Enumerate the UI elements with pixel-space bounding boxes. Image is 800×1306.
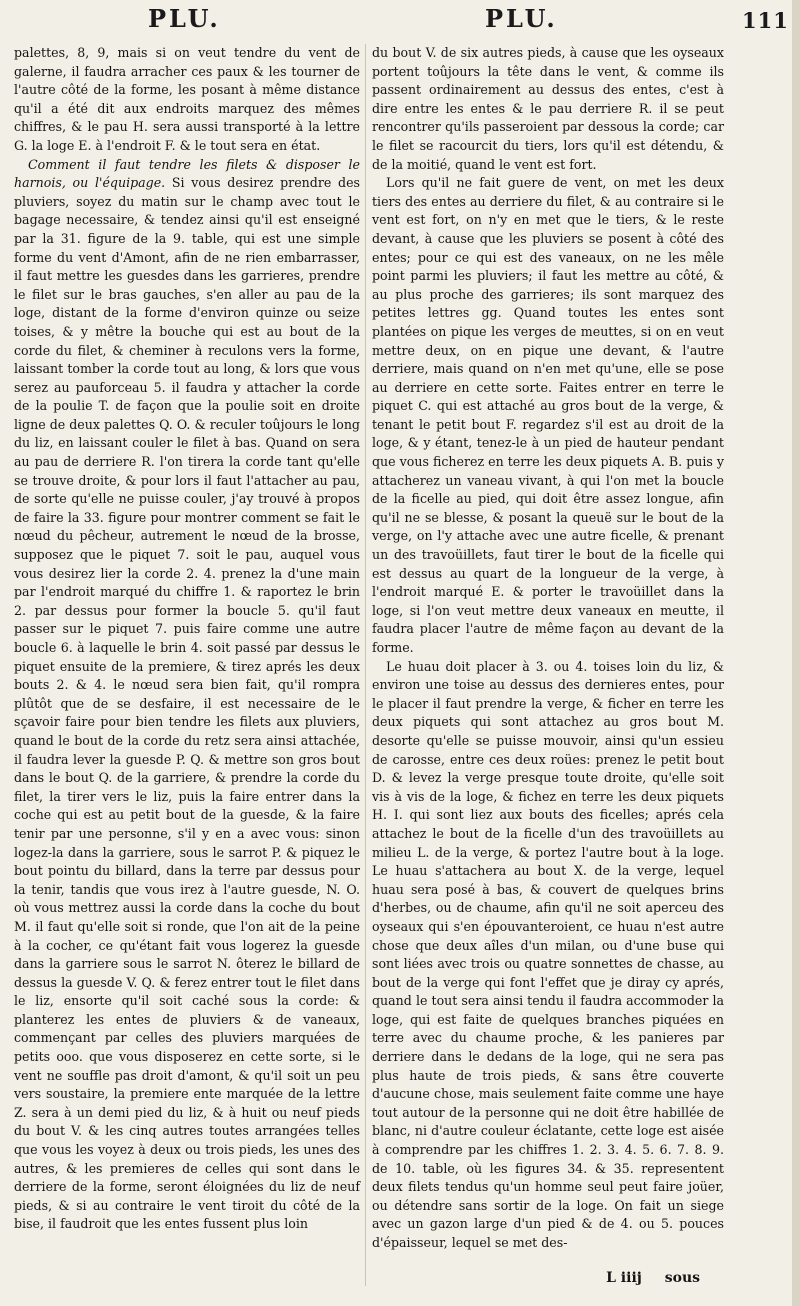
right-column bbox=[372, 44, 724, 1253]
column-divider bbox=[365, 44, 366, 1286]
catchword: sous bbox=[664, 1270, 700, 1286]
running-header bbox=[0, 0, 800, 46]
page-edge bbox=[792, 0, 800, 1306]
paragraph: palettes, 8, 9, mais si on veut tendre du vent de galerne, il faudra arracher ces paux & les tourner de l'autre côté de la forme, les posant à même distance qu'il a été dit aux endroits marquez des mêmes chiffres, & le pau H. sera aussi transporté à la lettre G. la loge E. à l'endroit F. & le tout sera en état. bbox=[14, 45, 360, 153]
page-footer bbox=[588, 1270, 700, 1286]
running-title-left: PLU. bbox=[148, 4, 221, 33]
paragraph: du bout V. de six autres pieds, à cause que les oyseaux portent toûjours la tête dans le vent, & comme ils passent ordinairement au dessus des entes, c'est à dire entre les entes & le pau derriere R. il se peut rencontrer qu'ils passeroient par dessous la corde; car le filet se racourcit du tiers, lors qu'il est détendu, & de la moitié, quand le vent est fort. bbox=[372, 45, 724, 172]
paragraph: Lors qu'il ne fait guere de vent, on met les deux tiers des entes au derriere du filet, & au contraire si le vent est fort, on n'y en met que le tiers, & le reste devant, à cause que les pluviers se posent à côté des entes; pour ce qui est des vaneaux, on ne les mêle point parmi les pluviers; il faut les mettre au côté, & au plus proche des garrieres; ils sont marquez des petites lettres gg. Quand toutes les entes sont plantées on pique les verges de meuttes, si on en veut mettre deux, on en pique une devant, & l'autre derriere, mais quand on n'en met qu'une, elle se pose au derriere en cette sorte. Faites entrer en terre le piquet C. qui est attaché au gros bout de la verge, & tenant le petit bout F. regardez s'il est au droit de la loge, & y étant, tenez-le à un pied de hauteur pendant que vous ficherez en terre les deux piquets A. B. puis y attacherez un vaneau vivant, à qui l'on met la boucle de la ficelle au pied, qui doit être assez longue, afin qu'il ne se blesse, & posant la queuë sur le bout de la verge, on l'y attache avec une autre ficelle, & prenant un des travoüillets, faut tirer le bout de la ficelle qui est dessus au quart de la longueur de la verge, à l'endroit marqué E. & porter le travoüillet dans la loge, si l'on veut mettre deux vaneaux en meutte, il faudra placer l'autre de même façon au devant de la forme. bbox=[372, 175, 724, 655]
signature-mark: L iiij bbox=[606, 1270, 642, 1286]
left-column bbox=[14, 44, 360, 1234]
paragraph bbox=[14, 156, 360, 1234]
paragraph-text: Si vous desirez prendre des pluviers, soyez du matin sur le champ avec tout le bagage necessaire, & tendez ainsi qu'il est enseigné par la 31. figure de la 9. table, qui est une simple forme du vent d'Amont, afin de ne rien embarrasser, il faut mettre les guesdes dans les garrieres, prendre le filet sur le bras gauches, s'en aller au pau de la loge, distant de la forme d'environ quinze ou seize toises, & y mêtre la bouche qui est au bout de la corde du filet, & cheminer à reculons vers la forme, laissant tomber la corde tout au long, & lors que vous serez au pauforceau 5. il faudra y attacher la corde de la poulie T. de façon que la poulie soit en droite ligne de deux palettes Q. O. & reculer toûjours le long du liz, en laissant couler le filet à bas. Quand on sera au pau de derriere R. l'on tirera la corde tant qu'elle se trouve droite, & pour lors il faut l'attacher au pau, de sorte qu'elle ne puisse couler, j'ay trouvé à propos de faire la 33. figure pour montrer comment se fait le nœud du pêcheur, autrement le nœud de la brosse, supposez que le piquet 7. soit le pau, auquel vous vous desirez lier la corde 2. 4. prenez la d'une main par l'endroit marqué du chiffre 1. & raportez le brin 2. par dessus pour former la boucle 5. qu'il faut passer sur le piquet 7. puis faire comme une autre boucle 6. à laquelle le brin 4. soit passé par dessus le piquet ensuite de la premiere, & tirez aprés les deux bouts 2. & 4. le nœud sera bien fait, qu'il rompra plûtôt que de se desfaire, il est necessaire de le sçavoir faire pour bien tendre les filets aux pluviers, quand le bout de la corde du retz sera ainsi attachée, il faudra lever la guesde P. Q. & mettre son gros bout dans le bout Q. de la garriere, & prendre la corde du filet, la tirer vers le liz, puis la faire entrer dans la coche qui est au petit bout de la guesde, & la faire tenir par une personne, s'il y en a avec vous: sinon logez-la dans la garriere, sous le sarrot P. & piquez le bout pointu du billard, dans la terre par dessus pour la tenir, tandis que vous irez à l'autre guesde, N. O. où vous mettrez aussi la corde dans la coche du bout M. il faut qu'elle soit si ronde, que l'on ait de la peine à la cocher, ce qu'étant fait vous logerez la guesde dans la garriere sous le sarrot N. ôterez le billard de dessus la guesde V. Q. & ferez entrer tout le filet dans le liz, ensorte qu'il soit caché sous la corde: & planterez les entes de pluviers & de vaneaux, commençant par celles des pluviers marquées de petits ooo. que vous disposerez en cette sorte, si le vent ne souffle pas droit d'amont, & qu'il soit un peu vers soustaire, la premiere ente marquée de la lettre Z. sera à un demi pied du liz, & à huit ou neuf pieds du bout V. & les cinq autres toutes arrangées telles que vous les voyez à deux ou trois pieds, les unes des autres, & les premieres de celles qui sont dans le derriere de la forme, seront éloignées du liz de neuf pieds, & si au contraire le vent tiroit du côté de la bise, il faudroit que les entes fussent plus loin bbox=[14, 175, 360, 1232]
section-heading: Comment il faut tendre les filets & disposer le harnois, ou l'équipage. bbox=[14, 156, 360, 191]
running-title-right: PLU. bbox=[485, 4, 558, 33]
paragraph: Le huau doit placer à 3. ou 4. toises loin du liz, & environ une toise au dessus des dernieres entes, pour le placer il faut prendre la verge, & ficher en terre les deux piquets qui sont attachez au gros bout M. desorte qu'elle se puisse mouvoir, ainsi qu'un essieu de carosse, entre ces deux roües: prenez le petit bout D. & levez la verge presque toute droite, qu'elle soit vis à vis de la loge, & fichez en terre les deux piquets H. I. qui sont liez aux bouts des ficelles; aprés cela attachez le bout de la ficelle d'un des travoüillets au milieu L. de la verge, & portez l'autre bout à la loge. Le huau s'attachera au bout X. de la verge, lequel huau sera posé à bas, & couvert de quelques brins d'herbes, ou de chaume, afin qu'il ne soit aperceu des oyseaux qui s'en épouvanteroient, ce huau n'est autre chose que deux aîles d'un milan, ou d'une buse qui sont liées avec trois ou quatre sonnettes de chasse, au bout de la verge qui font l'effet que je diray cy aprés, quand le tout sera ainsi tendu il faudra accommoder la loge, qui est faite de quelques branches piquées en terre avec du chaume proche, & les panieres par derriere dans le dedans de la loge, qui ne sera pas plus haute de trois pieds, & sans être couverte d'aucune chose, mais seulement faite comme une haye tout autour de la personne qui ne doit être habillée de blanc, ni d'autre couleur éclatante, cette loge est aisée à comprendre par les chiffres 1. 2. 3. 4. 5. 6. 7. 8. 9. de 10. table, où les figures 34. & 35. representent deux filets tendus qu'un homme seul peut faire joüer, ou détendre sans sortir de la loge. On fait un siege avec un gazon large d'un pied & de 4. ou 5. pouces d'épaisseur, lequel se met des- bbox=[372, 658, 724, 1250]
page-number: 111 bbox=[742, 8, 789, 33]
